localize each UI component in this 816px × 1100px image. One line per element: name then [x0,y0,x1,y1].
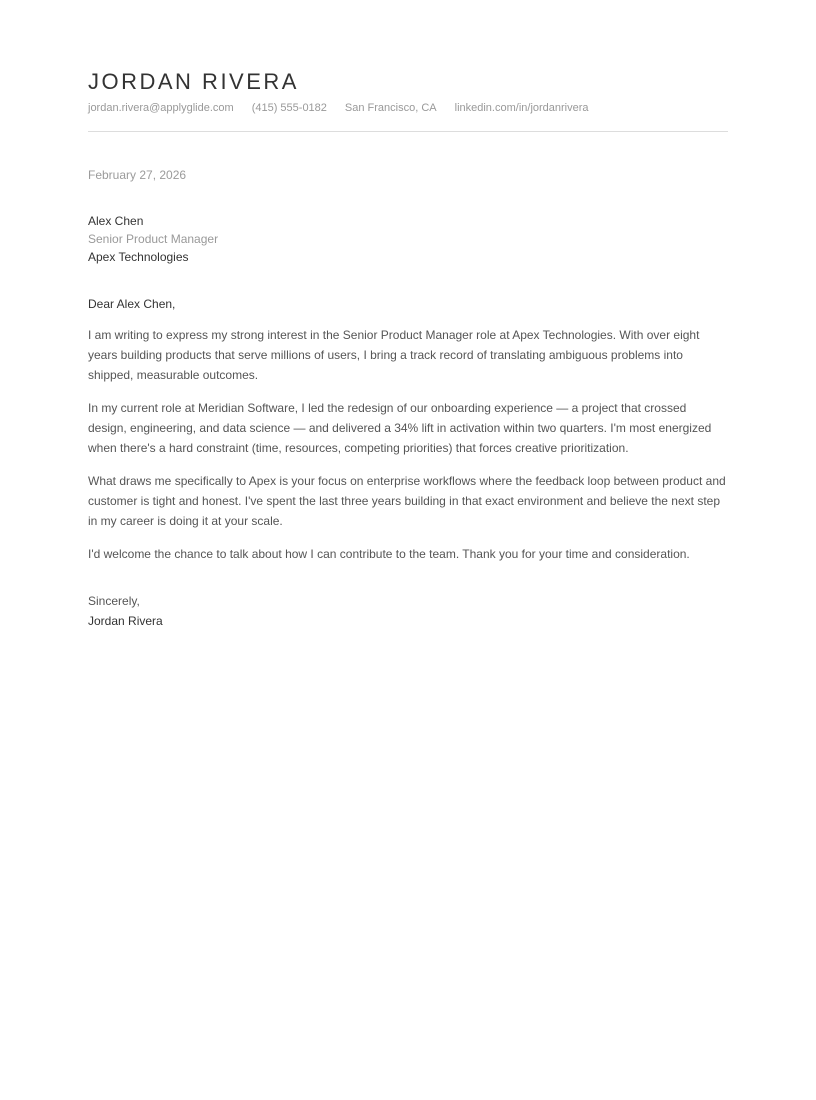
signature-name: Jordan Rivera [88,614,163,628]
recipient-block [88,212,728,266]
paragraph-call-to-action: I'd welcome the chance to talk about how I can contribute to the team. Thank you for your time and consideration. [88,547,690,561]
contact-phone: (415) 555-0182 [251,102,327,114]
recipient-title: Senior Product Manager [88,232,219,246]
contact-location: San Francisco, CA [344,102,437,114]
contact-linkedin: linkedin.com/in/jordanrivera [454,102,589,114]
letter-date: February 27, 2026 [88,168,187,182]
applicant-name-heading: JORDAN RIVERA [88,69,299,94]
contact-info-row [88,101,728,115]
paragraph-why-apex: What draws me specifically to Apex is your focus on enterprise workflows where the feedback loop between product and customer is tight and honest. I've spent the last three years building in that exact environment and believe the next step in my career is doing it at your scale. [88,474,726,528]
recipient-name: Alex Chen [88,214,144,228]
letter-header [88,70,728,132]
paragraph-interest: I am writing to express my strong interest in the Senior Product Manager role at Apex Technologies. With over eight years building products that serve millions of users, I bring a track record of translating ambiguous problems into shipped, measurable outcomes. [88,328,700,382]
paragraph-current-role: In my current role at Meridian Software, I led the redesign of our onboarding experience — a project that crossed design, engineering, and data science — and delivered a 34% lift in activation within two quarters. I'm most energized when there's a hard constraint (time, resources, competing priorities) that forces creative prioritization. [88,401,712,455]
letter-body [88,168,728,631]
closing-block [88,591,728,631]
closing-salutation: Sincerely, [88,594,140,608]
contact-email: jordan.rivera@applyglide.com [88,102,234,114]
salutation: Dear Alex Chen, [88,297,176,311]
header-divider [88,131,728,132]
recipient-company: Apex Technologies [88,250,189,264]
